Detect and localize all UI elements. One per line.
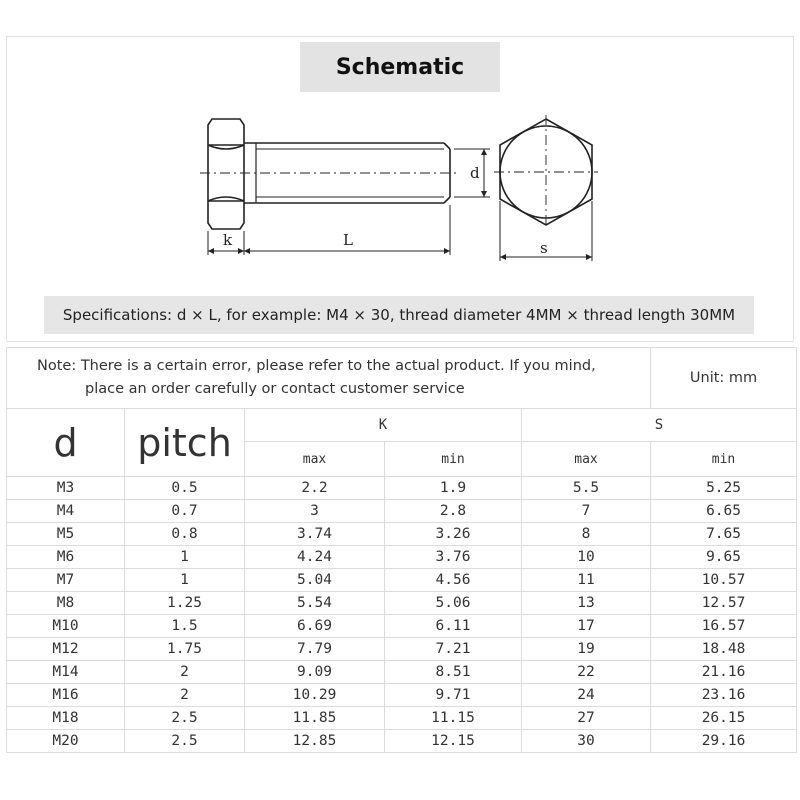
cell-pitch: 1.25 [125, 592, 245, 615]
cell-s-min: 10.57 [651, 569, 797, 592]
cell-k-min: 5.06 [385, 592, 522, 615]
label-L: L [343, 231, 353, 249]
cell-s-max: 11 [522, 569, 651, 592]
cell-k-min: 11.15 [385, 707, 522, 730]
cell-k-max: 7.79 [245, 638, 385, 661]
col-group-k: K [245, 409, 522, 442]
cell-d: M10 [7, 615, 125, 638]
cell-s-max: 8 [522, 523, 651, 546]
cell-k-max: 10.29 [245, 684, 385, 707]
cell-pitch: 0.7 [125, 500, 245, 523]
table-group-header-row [7, 409, 797, 442]
cell-s-min: 16.57 [651, 615, 797, 638]
cell-s-max: 24 [522, 684, 651, 707]
cell-s-max: 22 [522, 661, 651, 684]
col-header-pitch: pitch [125, 409, 245, 477]
cell-k-max: 9.09 [245, 661, 385, 684]
cell-pitch: 2.5 [125, 707, 245, 730]
cell-k-min: 7.21 [385, 638, 522, 661]
cell-d: M8 [7, 592, 125, 615]
table-row [7, 592, 797, 615]
table-row [7, 477, 797, 500]
col-header-k-max: max [245, 442, 385, 477]
cell-k-max: 6.69 [245, 615, 385, 638]
cell-k-max: 5.54 [245, 592, 385, 615]
cell-s-min: 18.48 [651, 638, 797, 661]
cell-k-min: 2.8 [385, 500, 522, 523]
cell-d: M14 [7, 661, 125, 684]
cell-k-max: 5.04 [245, 569, 385, 592]
table-row [7, 684, 797, 707]
cell-pitch: 2 [125, 684, 245, 707]
table-row [7, 615, 797, 638]
cell-s-min: 9.65 [651, 546, 797, 569]
table-row [7, 546, 797, 569]
bolt-spec-table [6, 347, 797, 753]
cell-k-max: 2.2 [245, 477, 385, 500]
bolt-head-side-view [208, 119, 244, 229]
cell-d: M3 [7, 477, 125, 500]
cell-s-min: 26.15 [651, 707, 797, 730]
cell-k-min: 4.56 [385, 569, 522, 592]
cell-s-max: 5.5 [522, 477, 651, 500]
col-header-d: d [7, 409, 125, 477]
table-row [7, 569, 797, 592]
error-note [7, 348, 651, 409]
cell-k-max: 3 [245, 500, 385, 523]
cell-k-min: 8.51 [385, 661, 522, 684]
cell-d: M20 [7, 730, 125, 753]
table-row [7, 523, 797, 546]
cell-s-max: 19 [522, 638, 651, 661]
cell-k-max: 4.24 [245, 546, 385, 569]
cell-k-min: 3.76 [385, 546, 522, 569]
table-row [7, 500, 797, 523]
cell-s-max: 10 [522, 546, 651, 569]
table-row [7, 638, 797, 661]
cell-pitch: 2 [125, 661, 245, 684]
table-note-row [7, 348, 797, 409]
cell-s-min: 12.57 [651, 592, 797, 615]
cell-k-min: 1.9 [385, 477, 522, 500]
unit-label: Unit: mm [651, 348, 797, 409]
cell-k-min: 12.15 [385, 730, 522, 753]
cell-pitch: 1.5 [125, 615, 245, 638]
cell-pitch: 0.8 [125, 523, 245, 546]
cell-k-max: 11.85 [245, 707, 385, 730]
col-header-s-min: min [651, 442, 797, 477]
table-body [7, 477, 797, 753]
cell-k-min: 6.11 [385, 615, 522, 638]
cell-s-max: 30 [522, 730, 651, 753]
cell-d: M16 [7, 684, 125, 707]
cell-k-max: 3.74 [245, 523, 385, 546]
table-row [7, 730, 797, 753]
cell-d: M4 [7, 500, 125, 523]
note-line-1: Note: There is a certain error, please refer to the actual product. If you mind, [37, 358, 596, 374]
cell-s-max: 17 [522, 615, 651, 638]
cell-d: M5 [7, 523, 125, 546]
cell-d: M12 [7, 638, 125, 661]
cell-pitch: 2.5 [125, 730, 245, 753]
label-s: s [540, 239, 548, 257]
col-group-s: S [522, 409, 797, 442]
cell-pitch: 1.75 [125, 638, 245, 661]
cell-s-min: 6.65 [651, 500, 797, 523]
cell-s-min: 5.25 [651, 477, 797, 500]
cell-k-min: 9.71 [385, 684, 522, 707]
label-d: d [470, 164, 480, 182]
cell-k-max: 12.85 [245, 730, 385, 753]
cell-s-min: 23.16 [651, 684, 797, 707]
cell-d: M6 [7, 546, 125, 569]
cell-d: M7 [7, 569, 125, 592]
cell-s-max: 27 [522, 707, 651, 730]
note-line-2: place an order carefully or contact customer service [85, 381, 465, 397]
table-row [7, 707, 797, 730]
cell-k-min: 3.26 [385, 523, 522, 546]
cell-pitch: 1 [125, 546, 245, 569]
cell-s-min: 21.16 [651, 661, 797, 684]
cell-pitch: 1 [125, 569, 245, 592]
cell-d: M18 [7, 707, 125, 730]
col-header-s-max: max [522, 442, 651, 477]
table-row [7, 661, 797, 684]
cell-s-min: 7.65 [651, 523, 797, 546]
cell-s-max: 7 [522, 500, 651, 523]
col-header-k-min: min [385, 442, 522, 477]
label-k: k [223, 231, 233, 249]
specification-note: Specifications: d × L, for example: M4 × 30, thread diameter 4MM × thread length 30MM [44, 296, 754, 334]
cell-s-max: 13 [522, 592, 651, 615]
bolt-schematic-drawing [200, 105, 610, 265]
cell-s-min: 29.16 [651, 730, 797, 753]
cell-pitch: 0.5 [125, 477, 245, 500]
schematic-title: Schematic [300, 42, 500, 92]
